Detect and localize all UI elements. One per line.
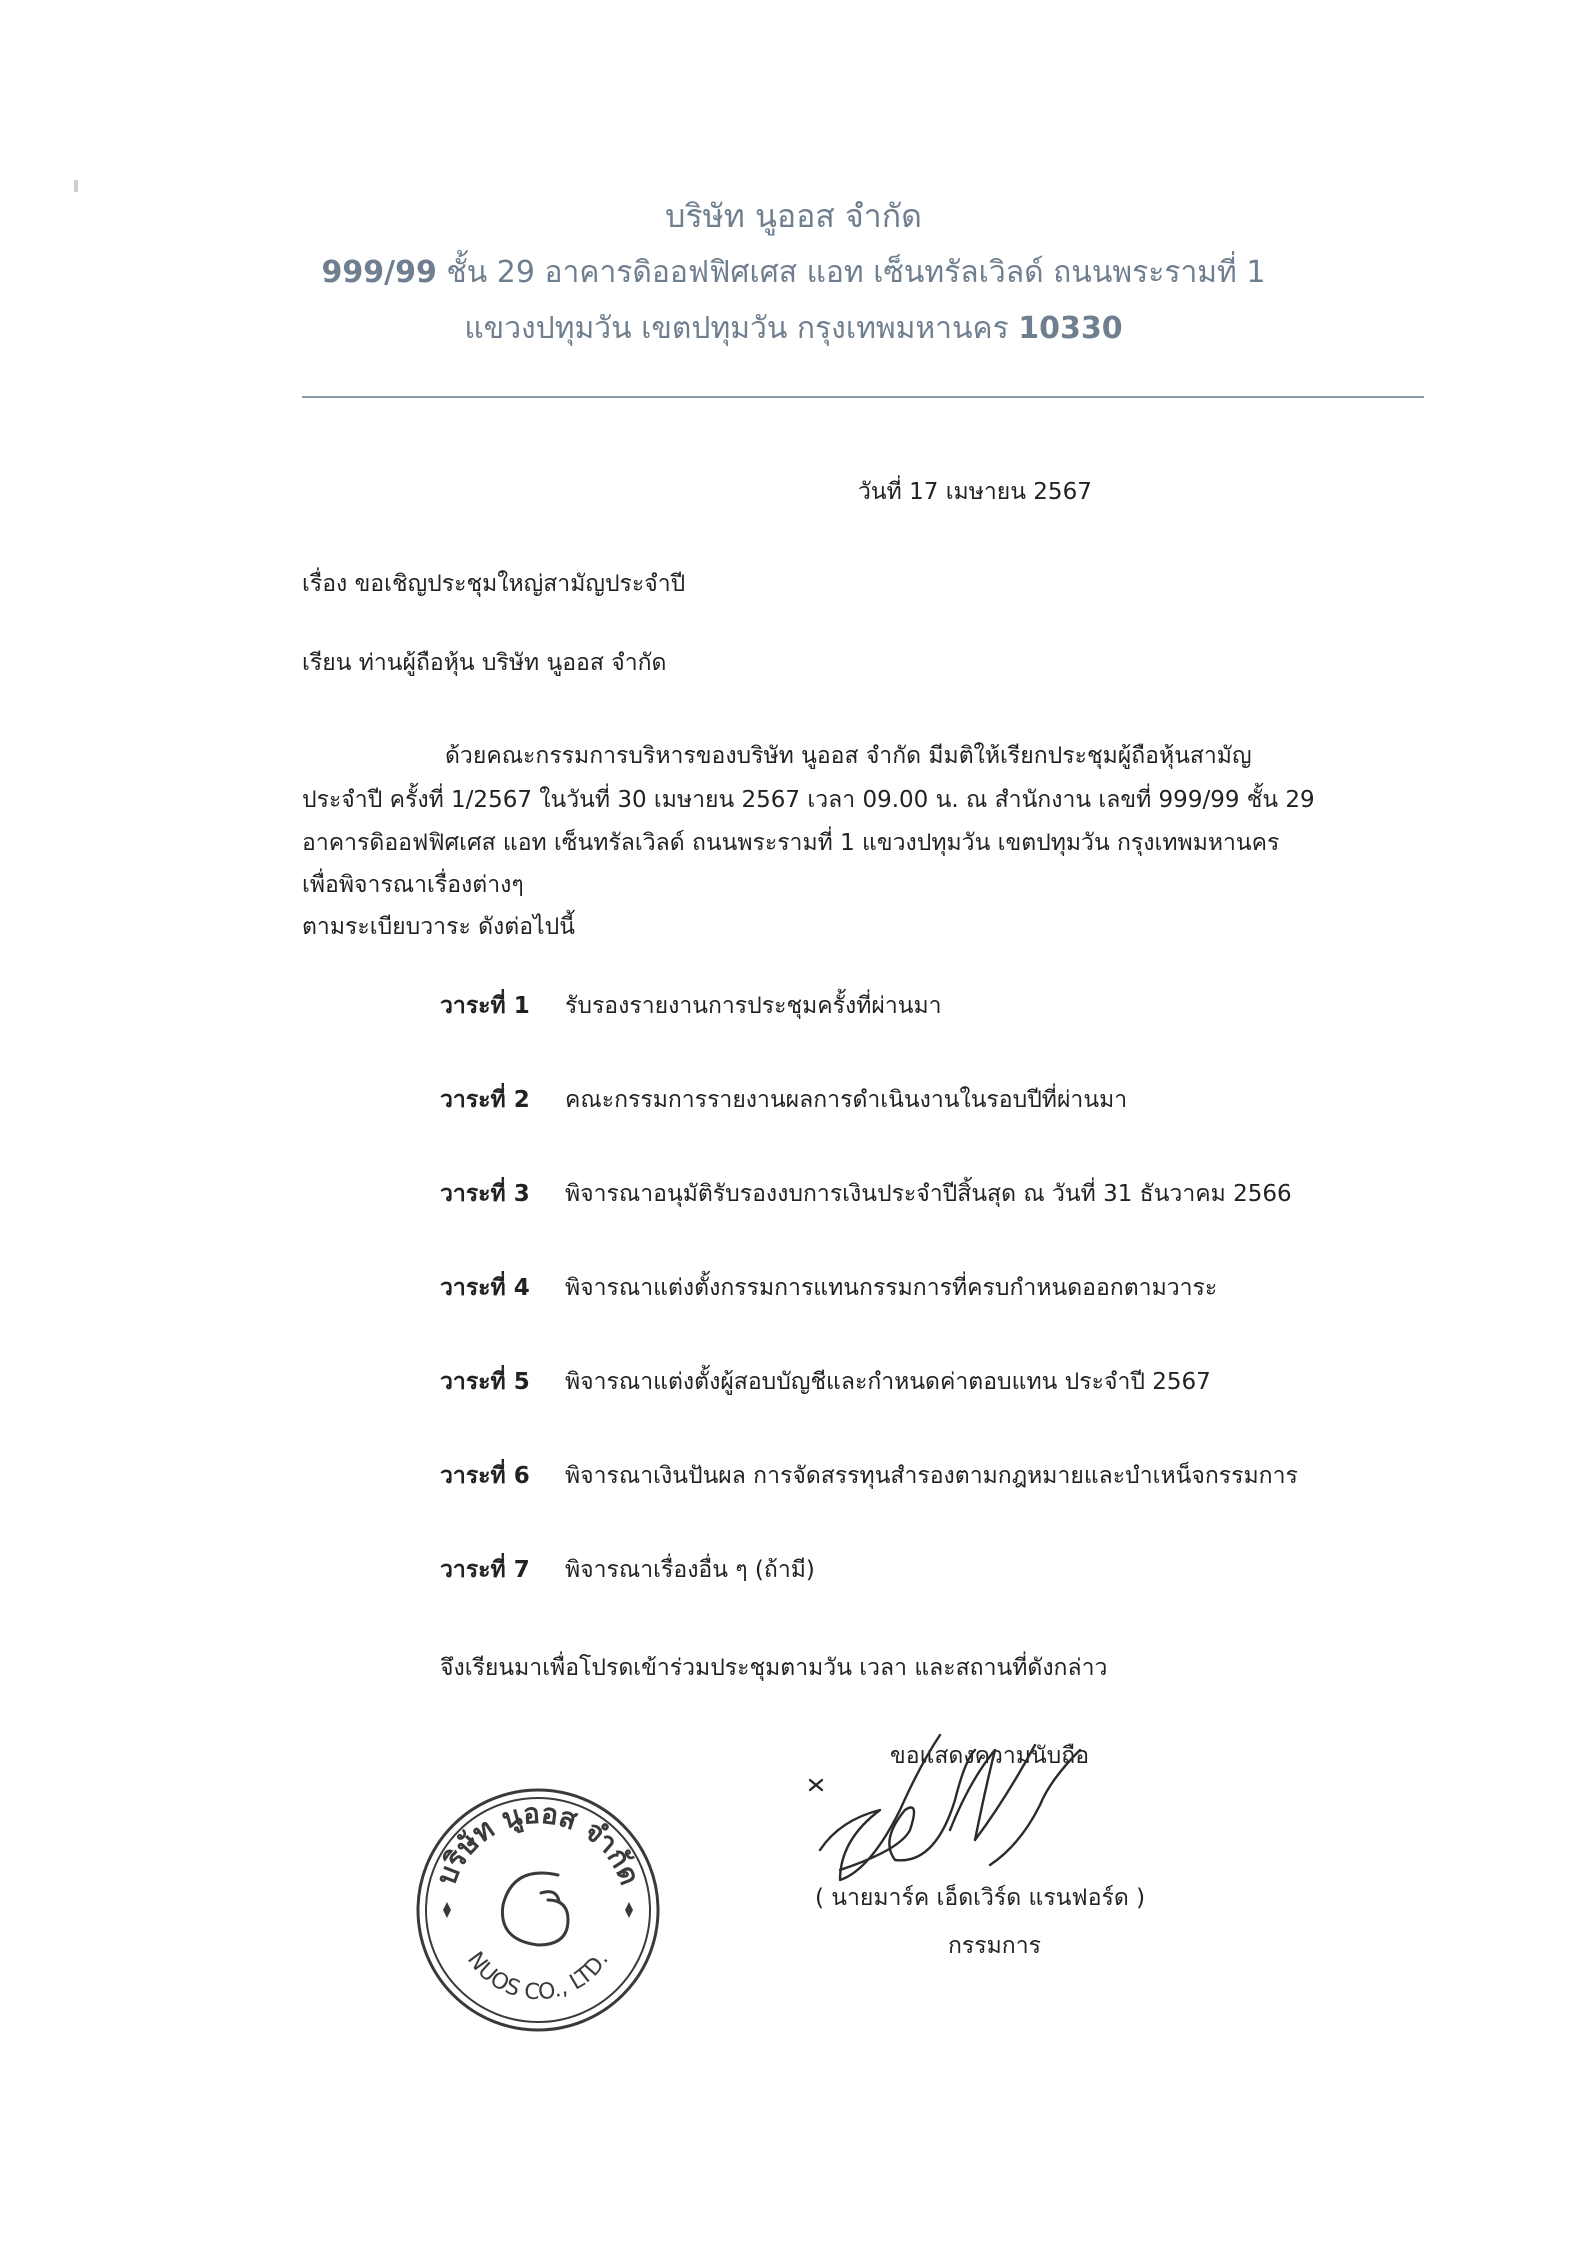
signatory-title: กรรมการ	[948, 1933, 1041, 1959]
agenda-text: พิจารณาอนุมัติรับรองงบการเงินประจำปีสิ้นสุด ณ วันที่ 31 ธันวาคม 2566	[565, 1181, 1292, 1207]
body-line: ประจำปี ครั้งที่ 1/2567 ในวันที่ 30 เมษายน 2567 เวลา 09.00 น. ณ สำนักงาน เลขที่ 999/99 ชั้น 29	[302, 787, 1315, 813]
agenda-text: คณะกรรมการรายงานผลการดำเนินงานในรอบปีที่ผ่านมา	[565, 1087, 1128, 1113]
address-postcode: 10330	[1018, 311, 1123, 346]
address-number: 999/99	[321, 255, 437, 290]
stamp-top-text: บริษัท นูออส จำกัด	[429, 1796, 647, 1890]
svg-text:บริษัท นูออส จำกัด	[429, 1797, 646, 1890]
agenda-text: พิจารณาแต่งตั้งผู้สอบบัญชีและกำหนดค่าตอบแทน ประจำปี 2567	[565, 1369, 1211, 1395]
address-line2-text: แขวงปทุมวัน เขตปทุมวัน กรุงเทพมหานคร	[464, 311, 1009, 346]
stamp-logo-swirl	[502, 1873, 568, 1945]
body-line: เพื่อพิจารณาเรื่องต่างๆ	[302, 872, 524, 898]
svg-text:NUOS CO., LTD.	[462, 1948, 614, 2006]
letter-recipient: เรียน ท่านผู้ถือหุ้น บริษัท นูออส จำกัด	[302, 650, 667, 676]
agenda-number: วาระที่ 3	[440, 1181, 530, 1207]
address-line1-text: ชั้น 29 อาคารดิออฟฟิศเศส แอท เซ็นทรัลเวิลด์ ถนนพระรามที่ 1	[446, 255, 1266, 290]
agenda-number: วาระที่ 2	[440, 1087, 530, 1113]
signatory-name: ( นายมาร์ค เอ็ดเวิร์ด แรนฟอร์ด )	[815, 1885, 1146, 1911]
agenda-number: วาระที่ 6	[440, 1463, 530, 1489]
company-name: บริษัท นูออส จำกัด	[665, 197, 922, 235]
closing-line: จึงเรียนมาเพื่อโปรดเข้าร่วมประชุมตามวัน เวลา และสถานที่ดังกล่าว	[440, 1655, 1108, 1681]
body-line: ด้วยคณะกรรมการบริหารของบริษัท นูออส จำกัด มีมติให้เรียกประชุมผู้ถือหุ้นสามัญ	[445, 743, 1252, 769]
letterhead-divider	[302, 396, 1424, 398]
agenda-text: พิจารณาแต่งตั้งกรรมการแทนกรรมการที่ครบกำหนดออกตามวาระ	[565, 1275, 1218, 1301]
agenda-number: วาระที่ 7	[440, 1557, 530, 1583]
letter-subject: เรื่อง ขอเชิญประชุมใหญ่สามัญประจำปี	[302, 571, 686, 597]
stamp-star-marks	[443, 1902, 633, 1918]
letter-date: วันที่ 17 เมษายน 2567	[858, 479, 1092, 505]
agenda-text: รับรองรายงานการประชุมครั้งที่ผ่านมา	[565, 993, 942, 1019]
agenda-text: พิจารณาเงินปันผล การจัดสรรทุนสำรองตามกฎหมายและบำเหน็จกรรมการ	[565, 1463, 1298, 1489]
company-seal-stamp	[413, 1785, 663, 2035]
company-address-line1	[0, 249, 1587, 296]
agenda-number: วาระที่ 1	[440, 993, 530, 1019]
agenda-number: วาระที่ 4	[440, 1275, 530, 1301]
agenda-text: พิจารณาเรื่องอื่น ๆ (ถ้ามี)	[565, 1557, 815, 1583]
stamp-bottom-text: NUOS CO., LTD.	[462, 1947, 614, 2006]
company-address-line2	[0, 305, 1587, 352]
agenda-number: วาระที่ 5	[440, 1369, 530, 1395]
body-line: ตามระเบียบวาระ ดังต่อไปนี้	[302, 914, 575, 940]
body-line: อาคารดิออฟฟิศเศส แอท เซ็นทรัลเวิลด์ ถนนพระรามที่ 1 แขวงปทุมวัน เขตปทุมวัน กรุงเทพมหานคร	[302, 830, 1280, 856]
regards-line: ขอแสดงความนับถือ	[890, 1743, 1090, 1769]
